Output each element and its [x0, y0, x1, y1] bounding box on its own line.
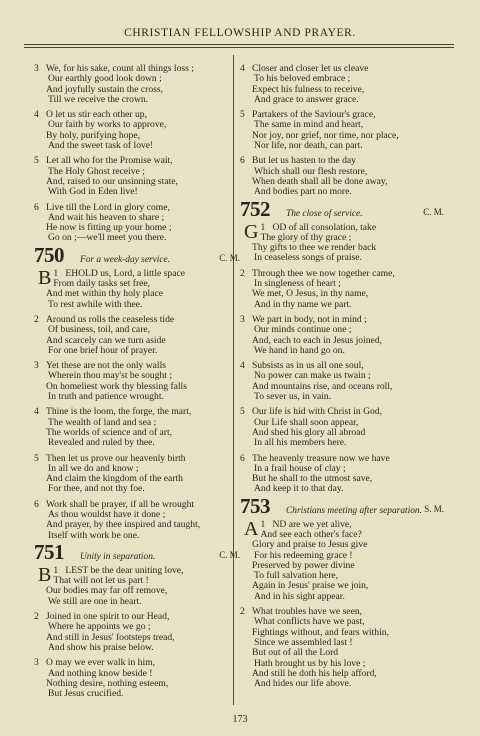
verse-text: Where he appoints we go ; [48, 621, 151, 633]
verse-number: 4 [34, 109, 39, 121]
verse-number: 3 [34, 360, 39, 372]
verse-text: What troubles have we seen, [252, 606, 363, 618]
verse-text: Then let us prove our heavenly birth [46, 452, 186, 464]
verse-number: 6 [34, 201, 39, 213]
verse [34, 500, 240, 541]
verse-number: 1 [53, 267, 59, 279]
verse-text: And prayer, by thee inspired and taught, [46, 519, 201, 531]
verse [240, 407, 444, 448]
drop-cap: G [244, 220, 259, 243]
verse-text: The glory of thy grace ; [260, 231, 352, 243]
hymn-header [240, 493, 444, 518]
hymn-number: 750 [34, 242, 64, 267]
hymn-header [34, 242, 240, 267]
verse-text: Again in Jesus' praise we join, [252, 580, 369, 592]
verse-line [240, 95, 444, 105]
verse-line [240, 141, 444, 151]
verse-number: 1 [53, 564, 59, 576]
verse-line [240, 187, 444, 197]
verse-number: 5 [240, 406, 245, 418]
verse-text: And hides our life above. [254, 678, 352, 690]
verse-text: Live till the Lord in glory come, [46, 201, 170, 213]
top-rule-thin [24, 47, 454, 48]
verse-text: For one brief hour of prayer. [48, 344, 158, 356]
verse-text: In truth and patience wrought. [48, 391, 164, 403]
verse-text: From daily tasks set free, [53, 278, 151, 290]
verse-text: On homeliest work thy blessing falls [46, 380, 187, 392]
verse-text: Till we receive the crown. [48, 93, 149, 105]
verse-text: Glory and praise to Jesus give [252, 539, 368, 551]
verse-number: 3 [34, 63, 39, 74]
verse-number: 6 [34, 498, 39, 510]
verse [240, 220, 444, 264]
verse-text: In ceaseless songs of praise. [254, 252, 362, 264]
verse-line [240, 679, 444, 689]
verse-line [34, 300, 240, 310]
verse-text: That will not let us part ! [53, 575, 149, 587]
verse-text: O let us stir each other up, [46, 109, 147, 121]
verse-text: And still he doth his help afford, [252, 667, 377, 679]
verse [34, 658, 240, 699]
verse-text: Joined in one spirit to our Head, [46, 611, 170, 623]
verse-text: Itself with work be one. [48, 529, 140, 541]
verse-text: Fightings without, and fears within, [252, 626, 389, 638]
verse-text: Our life is hid with Christ in God, [252, 406, 383, 418]
verse-text: And show his praise below. [48, 641, 154, 653]
drop-cap: A [244, 517, 259, 540]
verse-text: In all his members here. [254, 437, 347, 449]
verse-text: Partakers of the Saviour's grace, [252, 109, 376, 121]
verse-number: 6 [240, 155, 245, 167]
verse-text: And, each to each in Jesus joined, [252, 334, 383, 346]
verse-text: We met, O Jesus, in thy name, [252, 288, 369, 300]
verse-text: And grace to answer grace. [254, 93, 359, 105]
verse-text: But let us hasten to the day [252, 155, 356, 167]
verse-number: 4 [240, 63, 245, 74]
verse-line [34, 689, 240, 699]
verse-line [34, 643, 240, 653]
hymn-number: 751 [34, 539, 64, 564]
hymn-title: Unity in separation. [80, 551, 156, 562]
verse-text: And in thy name we part. [254, 298, 352, 310]
verse [240, 607, 444, 689]
verse-text: In singleness of heart ; [254, 278, 341, 290]
verse-line [240, 484, 444, 494]
verse-text: Our minds continue one ; [254, 324, 352, 336]
hymn-title: Christians meeting after separation. [286, 505, 422, 516]
verse-text: For his redeeming grace ! [254, 549, 353, 561]
verse-text: The Holy Ghost receive ; [48, 165, 145, 177]
verse-text: Thine is the loom, the forge, the mart, [46, 406, 192, 418]
verse [34, 110, 240, 151]
verse-text: To full salvation here, [254, 570, 339, 582]
verse-text: And wait his heaven to share ; [48, 211, 165, 223]
verse-number: 6 [240, 452, 245, 464]
verse [240, 361, 444, 402]
verse-text: And met within thy holy place [46, 288, 163, 300]
verse-text: Wherein thou may'st be sought ; [48, 370, 173, 382]
verse-text: But he shall to the utmost save, [252, 473, 373, 485]
verse-line [34, 597, 240, 607]
hymn-number: 752 [240, 196, 270, 221]
drop-cap: B [38, 266, 52, 289]
verse-line [34, 392, 240, 402]
verse-text: And bodies part no more. [254, 186, 352, 198]
verse-number: 2 [240, 267, 245, 279]
hymn-meter: C. M. [423, 206, 444, 217]
left-column [34, 64, 240, 704]
verse-text: Work shall be prayer, if all be wrought [46, 498, 195, 510]
verse-text: No power can make us twain ; [254, 370, 371, 382]
verse-text: Of business, toil, and care, [48, 324, 151, 336]
verse-text: When death shall all be done away, [252, 175, 388, 187]
verse [34, 266, 240, 310]
verse-line [240, 392, 444, 402]
verse-line [240, 346, 444, 356]
running-head: CHRISTIAN FELLOWSHIP AND PRAYER. [124, 27, 356, 39]
verse-text: Closer and closer let us cleave [252, 63, 369, 74]
verse [34, 563, 240, 607]
verse [34, 454, 240, 495]
hymn-meter: S. M. [424, 503, 444, 514]
verse-text: He now is fitting up your home ; [46, 222, 172, 234]
verse-text: The wealth of land and sea ; [48, 416, 157, 428]
verse-text: Nor life, nor death, can part. [254, 140, 363, 152]
verse-line [240, 253, 444, 263]
verse [240, 110, 444, 151]
verse-line [34, 95, 240, 105]
verse-line [34, 233, 240, 243]
verse-text: The same in mind and heart, [254, 119, 364, 131]
verse-line [34, 141, 240, 151]
verse-text: O may we ever walk in him, [46, 657, 155, 669]
verse-text: Preserved by power divine [252, 559, 355, 571]
verse-text: And claim the kingdom of the earth [46, 473, 183, 485]
verse-text: Let all who for the Promise wait, [46, 155, 173, 167]
verse-text: To sever us, in vain. [254, 391, 332, 403]
right-column [240, 64, 444, 694]
verse [34, 203, 240, 244]
verse [240, 454, 444, 495]
verse-number: 1 [260, 221, 266, 233]
verse-text: Nothing desire, nothing esteem, [46, 677, 169, 689]
verse-text: Yet these are not the only walls [46, 360, 166, 372]
verse-text: In a frail house of clay ; [254, 462, 346, 474]
verse-text: We hand in hand go on. [254, 344, 345, 356]
verse-text: And in his sight appear. [254, 590, 345, 602]
verse [240, 64, 444, 105]
verse-text: Our earthly good look down ; [48, 73, 162, 85]
verse-line [240, 300, 444, 310]
verse-text: With God in Eden live! [48, 186, 138, 198]
verse-text: And, raised to our unsinning state, [46, 175, 178, 187]
verse-text: Through thee we now together came, [252, 267, 395, 279]
verse-text: The heavenly treasure now we have [252, 452, 390, 464]
verse-text: And still in Jesus' footsteps tread, [46, 631, 175, 643]
hymn-header [240, 196, 444, 221]
verse-text: And the sweet task of love! [48, 140, 154, 152]
verse-number: 4 [240, 360, 245, 372]
verse-number: 5 [34, 155, 39, 167]
verse-text: And shed his glory all abroad [252, 426, 366, 438]
verse-number: 2 [240, 606, 245, 618]
verse-number: 3 [240, 313, 245, 325]
verse [34, 612, 240, 653]
hymn-title: For a week-day service. [80, 254, 171, 265]
verse-text: We, for his sake, count all things loss ; [46, 63, 194, 74]
verse-text: EHOLD us, Lord, a little space [65, 267, 185, 279]
verse-text: Subsists as in us all one soul, [252, 360, 364, 372]
verse-text: LEST be the dear uniting love, [65, 564, 184, 576]
verse [34, 407, 240, 448]
verse-text: Thy gifts to thee we render back [252, 242, 377, 254]
verse-text: Nor joy, nor grief, nor time, nor place, [252, 129, 399, 141]
verse-text: And keep it to that day. [254, 483, 344, 495]
verse-text: To his beloved embrace ; [254, 73, 351, 85]
verse-text: In all we do and know ; [48, 462, 139, 474]
verse-text: To rest awhile with thee. [48, 298, 143, 310]
drop-cap: B [38, 563, 52, 586]
verse-text: What conflicts have we past, [254, 616, 365, 628]
verse-number: 4 [34, 406, 39, 418]
hymn-meter: C. M. [219, 252, 240, 263]
verse-text: We part in body, not in mind ; [252, 313, 367, 325]
verse-number: 2 [34, 313, 39, 325]
verse-text: Go on ;—we'll meet you there. [48, 232, 167, 244]
verse-text: But Jesus crucified. [48, 688, 124, 700]
verse-text: Revealed and ruled by thee. [48, 437, 155, 449]
verse-text: And joyfully sustain the cross, [46, 83, 163, 95]
verse-text: Our faith by works to approve, [48, 119, 167, 131]
verse-text: Which shall our flesh restore, [254, 165, 368, 177]
verse-text: And see each other's face? [260, 528, 362, 540]
verse-number: 2 [34, 611, 39, 623]
verse-number: 5 [240, 109, 245, 121]
verse-text: Our bodies may far off remove, [46, 585, 168, 597]
verse-text: Since we assembled last ! [254, 636, 353, 648]
page-number: 173 [232, 714, 248, 725]
verse-number: 3 [34, 657, 39, 669]
verse [34, 64, 240, 105]
verse-text: The worlds of science and of art, [46, 426, 173, 438]
verse-text: OD of all consolation, take [272, 221, 377, 233]
verse [34, 315, 240, 356]
verse-line [34, 484, 240, 494]
verse-text: But out of all the Lord [252, 647, 339, 659]
verse-text: Around us rolls the ceaseless tide [46, 313, 175, 325]
verse [240, 269, 444, 310]
verse-text: As thou wouldst have it done ; [48, 508, 166, 520]
verse [240, 517, 444, 602]
hymn-title: The close of service. [286, 208, 363, 219]
verse-line [240, 592, 444, 602]
verse-text: By holy, purifying hope, [46, 129, 140, 141]
verse-text: ND are we yet alive, [272, 518, 352, 530]
verse [240, 156, 444, 197]
verse-text: And mountains rise, and oceans roll, [252, 380, 393, 392]
verse-line [34, 187, 240, 197]
verse [34, 156, 240, 197]
hymn-header [34, 539, 240, 564]
verse-line [34, 438, 240, 448]
hymn-number: 753 [240, 493, 270, 518]
verse-text: For thee, and not thy foe. [48, 483, 145, 495]
verse-text: Hath brought us by his love ; [254, 657, 366, 669]
verse-text: We still are one in heart. [48, 595, 142, 607]
verse-text: And nothing know beside ! [48, 667, 153, 679]
verse-number: 5 [34, 452, 39, 464]
verse-text: Our Life shall soon appear, [254, 416, 359, 428]
verse-number: 1 [260, 518, 266, 530]
verse-line [34, 346, 240, 356]
hymn-meter: C. M. [219, 549, 240, 560]
verse-line [240, 438, 444, 448]
verse-line [34, 531, 240, 541]
verse-text: Expect his fulness to receive, [252, 83, 365, 95]
verse-text: And scarcely can we turn aside [46, 334, 166, 346]
verse [240, 315, 444, 356]
top-rule [24, 44, 454, 45]
verse [34, 361, 240, 402]
